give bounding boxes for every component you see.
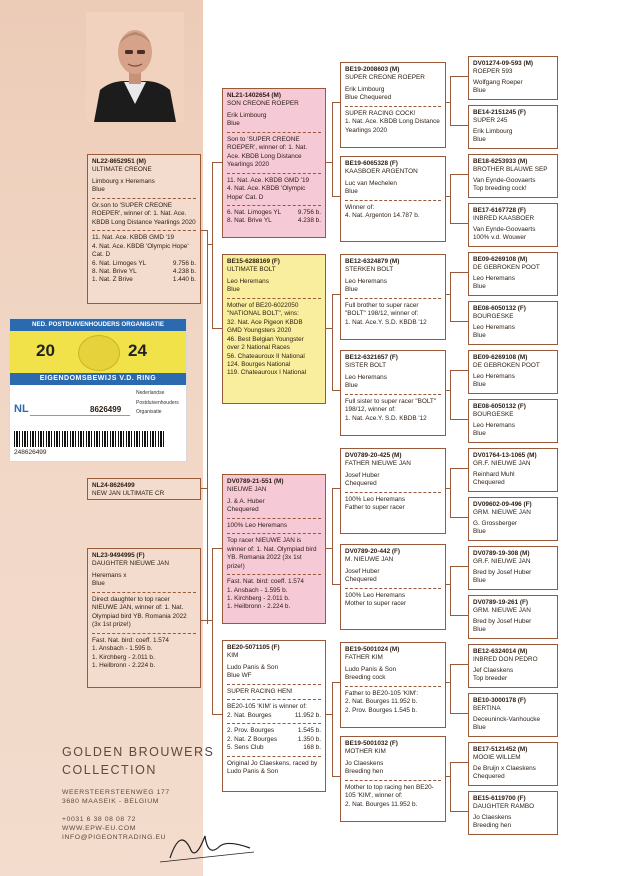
dam-line2: Blue <box>92 580 105 588</box>
gen3-box <box>340 736 446 822</box>
dam-note: Direct daughter to top racer NIEUWE JAN, winner of: 1. Nat. Olympiad bird YB. Romania 2022 (3x 1st prize!) <box>92 595 187 629</box>
gen4-id: DV01764-13-1065 (M) <box>473 452 537 459</box>
gen3-note: Full sister to super racer "BOLT" 198/12, winner of: <box>345 397 437 414</box>
connector <box>450 223 468 224</box>
gd1-l3: 46. Best Belgian Youngster <box>227 335 304 343</box>
gen4-line2: Blue <box>473 332 486 340</box>
connector <box>446 294 450 295</box>
dam-r1: 1. Ansbach - 1.595 b. <box>92 645 153 653</box>
connector <box>326 714 332 715</box>
gd1-l1: 32. Nat. Ace Pigeon KBDB <box>227 318 303 326</box>
gs2-res1: Fast. Nat. bird: coeff. 1.574 <box>227 578 304 586</box>
gd2-id: BE20-5071105 (F) <box>227 644 280 651</box>
gen4-box <box>468 546 558 590</box>
gen3-note: Winner of: <box>345 203 375 211</box>
gd2-r2a: 2. Nat. Z Bourges <box>227 735 278 743</box>
gen3-id: BE19-6065328 (F) <box>345 160 398 167</box>
ring-barcode-number: 248626499 <box>14 449 47 456</box>
connector <box>212 328 222 329</box>
gen4-line2: Blue <box>473 381 486 389</box>
gen4-name: BOURGESKE <box>473 313 514 321</box>
connector <box>450 76 468 77</box>
gen4-line1: Bred by Josef Huber <box>473 568 532 576</box>
ring-side-1: Nederlandse <box>136 390 165 396</box>
gs1-res2: 4. Nat. Ace. KBDB 'Olympic Hope' Cat. D <box>227 185 306 201</box>
gen4-line2: Blue <box>473 87 486 95</box>
gen4-box <box>468 791 558 835</box>
gs2-r2: 1. Kirchberg - 2.011 b. <box>227 594 290 602</box>
gen4-line1: Bred by Josef Huber <box>473 617 532 625</box>
gen3-box <box>340 544 446 630</box>
connector <box>207 230 208 624</box>
connector <box>332 584 340 585</box>
gs1-line2: Blue <box>227 120 240 128</box>
gen4-line2: Blue <box>473 283 486 291</box>
gen4-line2: Breeding hen <box>473 822 512 830</box>
gen3-id: DV0789-20-442 (F) <box>345 548 401 555</box>
gen4-id: BE12-6324014 (M) <box>473 648 528 655</box>
gen3-id: DV0789-20-425 (M) <box>345 452 402 459</box>
gs1-box <box>222 88 326 238</box>
gen3-line1: Josef Huber <box>345 567 380 575</box>
gen3-name: SISTER BOLT <box>345 362 387 370</box>
gs2-name: NIEUWE JAN <box>227 486 267 494</box>
gen4-id: BE18-6253933 (M) <box>473 158 528 165</box>
connector <box>212 714 222 715</box>
sire-line1: Limbourg x Heremans <box>92 177 155 185</box>
gd1-note: Mother of BE20-6022050 "NATIONAL BOLT", wins: <box>227 301 299 318</box>
gd1-l4: over 2 National Races <box>227 344 290 352</box>
gen3-line2: Blue <box>345 188 358 196</box>
gen3-r: Mother to super racer <box>345 600 407 608</box>
ring-ownership-card <box>9 318 187 462</box>
connector <box>446 584 450 585</box>
connector <box>332 196 340 197</box>
gs2-r3: 1. Heilbronn - 2.224 b. <box>227 603 291 611</box>
gen3-name: MOTHER KIM <box>345 748 386 756</box>
gen4-line2: Top breeder <box>473 675 508 683</box>
connector <box>450 566 451 615</box>
connector <box>212 162 222 163</box>
gen3-box <box>340 350 446 436</box>
connector <box>450 468 468 469</box>
connector <box>446 682 450 683</box>
gs1-r1b: 9.756 b. <box>297 208 321 216</box>
sire-r2b: 4.238 b. <box>172 267 196 275</box>
connector <box>446 196 450 197</box>
gs1-r1a: 6. Nat. Limoges YL <box>227 208 282 216</box>
gs1-line1: Erik Limbourg <box>227 111 267 119</box>
gen4-line1: Deceuninck-Vanhoucke <box>473 715 541 723</box>
gd1-l2: GMD Youngsters 2020 <box>227 327 292 335</box>
connector <box>450 174 451 223</box>
connector <box>450 419 468 420</box>
ring-year-left: 20 <box>36 341 55 360</box>
connector <box>207 620 212 621</box>
connector <box>332 488 340 489</box>
gen3-name: STERKEN BOLT <box>345 266 394 274</box>
gen3-note: SUPER RACING COCK! <box>345 109 416 117</box>
gen4-box <box>468 252 558 296</box>
connector <box>450 272 451 321</box>
gen4-id: BE17-6167728 (F) <box>473 207 526 214</box>
connector <box>326 328 332 329</box>
gen3-r: 1. Nat. Ace.Y. S.D. KBDB '12 <box>345 414 427 422</box>
gen4-name: INBRED KAASBOER <box>473 215 535 223</box>
sire-r1b: 9.756 b. <box>172 259 196 267</box>
brand-line1: GOLDEN BROUWERS <box>62 745 215 759</box>
gs2-line1: J. & A. Huber <box>227 497 265 505</box>
gen3-name: M. NIEUWE JAN <box>345 556 394 564</box>
gen3-r: 4. Nat. Argenton 14.787 b. <box>345 212 420 220</box>
gd1-l5: 56. Chateauroux II National <box>227 352 305 360</box>
connector <box>446 102 450 103</box>
gen4-name: ROEPER 593 <box>473 68 513 76</box>
gen4-line2: Blue <box>473 577 486 585</box>
gen4-box <box>468 301 558 345</box>
gen3-r: 1. Nat. Ace.Y. S.D. KBDB '12 <box>345 318 427 326</box>
signature-icon <box>150 818 260 868</box>
subject-id: NL24-8626499 <box>92 482 135 489</box>
gen3-line2: Breeding cock <box>345 674 386 682</box>
gen3-line1: Erik Limbourg <box>345 85 385 93</box>
gen4-line1: Jo Claeskens <box>473 813 512 821</box>
ring-country: NL <box>14 403 29 415</box>
gen4-name: BOURGESKE <box>473 411 514 419</box>
address-city: 3680 MAASEIK - BELGIUM <box>62 798 160 806</box>
gen4-box <box>468 203 558 247</box>
ring-number: 8626499 <box>90 405 122 414</box>
sire-name: ULTIMATE CREONE <box>92 166 152 174</box>
gen3-name: KAASBOER ARGENTON <box>345 168 418 176</box>
gen3-note: Mother to top racing hen BE20-105 'KIM', winner of: <box>345 783 434 800</box>
sire-line2: Blue <box>92 186 105 194</box>
connector <box>332 294 340 295</box>
gen3-note: Father to BE20-105 'KIM': <box>345 689 419 697</box>
connector <box>212 548 222 549</box>
connector <box>450 566 468 567</box>
gen3-line1: Jo Claeskens <box>345 759 384 767</box>
gen3-line1: Leo Heremans <box>345 373 387 381</box>
gen3-name: FATHER KIM <box>345 654 383 662</box>
gd1-id: BE15-6288169 (F) <box>227 258 280 265</box>
gen4-name: INBRED DON PEDRO <box>473 656 538 664</box>
gen3-r: Father to super racer <box>345 504 405 512</box>
gen3-line2: Chequered <box>345 480 377 488</box>
gen4-box <box>468 105 558 149</box>
connector <box>446 776 450 777</box>
gen4-line2: Chequered <box>473 479 505 487</box>
ring-title: EIGENDOMSBEWIJS V.D. RING <box>10 373 186 385</box>
connector <box>450 272 468 273</box>
gen4-name: BERTINA <box>473 705 501 713</box>
connector <box>450 664 468 665</box>
gd2-r2b: 1.350 b. <box>297 735 321 743</box>
gs1-id: NL21-1402654 (M) <box>227 92 281 99</box>
gen4-name: DE GEBROKEN POOT <box>473 362 540 370</box>
connector <box>450 664 451 713</box>
gen4-box <box>468 350 558 394</box>
connector <box>450 615 468 616</box>
gen4-line1: Wolfgang Roeper <box>473 78 523 86</box>
gd2-line1: Ludo Panis & Son <box>227 663 279 671</box>
gs1-r2a: 8. Nat. Brive YL <box>227 217 272 225</box>
gd2-box <box>222 640 326 792</box>
contact-email[interactable]: INFO@PIGEONTRADING.EU <box>62 834 167 842</box>
gd1-l6: 124. Bourges National <box>227 360 291 368</box>
dam-res1: Fast. Nat. bird: coeff. 1.574 <box>92 636 169 644</box>
gen4-line1: Leo Heremans <box>473 372 515 380</box>
gen4-box <box>468 644 558 688</box>
gen4-id: BE15-6119700 (F) <box>473 795 526 802</box>
gd1-line2: Blue <box>227 286 240 294</box>
connector <box>450 76 451 125</box>
gen4-name: GRM. NIEUWE JAN <box>473 607 531 615</box>
sire-r2a: 8. Nat. Brive YL <box>92 267 137 275</box>
gd2-r3b: 168 b. <box>303 744 321 752</box>
gd2-line2: Blue WF <box>227 672 252 680</box>
gen4-line1: Leo Heremans <box>473 323 515 331</box>
gen3-box <box>340 448 446 534</box>
connector <box>450 174 468 175</box>
gen4-name: DE GEBROKEN POOT <box>473 264 540 272</box>
gen3-line1: Josef Huber <box>345 471 380 479</box>
brand <box>62 744 214 779</box>
gen3-r: 2. Nat. Bourges 11.952 b. <box>345 800 418 808</box>
gen3-line2: Breeding hen <box>345 768 384 776</box>
gen4-line2: Top breeding cock! <box>473 185 527 193</box>
gen4-name: SUPER 245 <box>473 117 508 125</box>
gen4-id: BE09-6269108 (M) <box>473 354 528 361</box>
sire-res1: 11. Nat. Ace. KBDB GMD '19 <box>92 234 175 242</box>
gen4-line2: Blue <box>473 136 486 144</box>
gen4-box <box>468 56 558 100</box>
gen4-id: BE08-6050132 (F) <box>473 403 526 410</box>
gs1-note: Son to 'SUPER CREONE ROEPER', winner of: 1. Nat. Ace. KBDB Long Distance Yearlings 2020 <box>227 135 308 169</box>
sire-id: NL22-8652951 (M) <box>92 158 146 165</box>
gs2-note1: 100% Leo Heremans <box>227 521 288 529</box>
gen4-id: BE08-6050132 (F) <box>473 305 526 312</box>
connector <box>446 390 450 391</box>
gen3-r2: 2. Prov. Bourges 1.545 b. <box>345 706 417 714</box>
gen4-id: DV0789-19-261 (F) <box>473 599 529 606</box>
gen4-id: BE14-2151245 (F) <box>473 109 526 116</box>
sire-r3a: 1. Nat. Z Brive <box>92 276 133 284</box>
gd2-r0a: 2. Nat. Bourges <box>227 711 272 719</box>
gen3-r: 2. Nat. Bourges 11.952 b. <box>345 698 418 706</box>
connector <box>212 162 213 328</box>
gd1-l7: 119. Chateauroux I National <box>227 369 307 377</box>
gen3-id: BE19-5001024 (M) <box>345 646 400 653</box>
gen3-line2: Blue Chequered <box>345 94 392 102</box>
gen4-id: DV01274-09-593 (M) <box>473 60 534 67</box>
connector <box>332 488 333 584</box>
gd2-note1: SUPER RACING HEN! <box>227 687 293 695</box>
brand-line2: COLLECTION <box>62 762 157 777</box>
ring-side-3: Organisatie <box>136 409 162 415</box>
gd2-r1b: 1.545 b. <box>297 727 321 735</box>
gen3-line2: Blue <box>345 286 358 294</box>
gd1-box <box>222 254 326 404</box>
gen4-name: GRM. NIEUWE JAN <box>473 509 531 517</box>
gen4-line1: Van Eynde-Goovaerts <box>473 176 536 184</box>
gd1-name: ULTIMATE BOLT <box>227 266 276 274</box>
gs1-res1: 11. Nat. Ace. KBDB GMD '19 <box>227 176 310 184</box>
subject-name: NEW JAN ULTIMATE CR <box>92 490 165 498</box>
gen4-line1: Leo Heremans <box>473 421 515 429</box>
gen3-box <box>340 156 446 242</box>
connector <box>332 776 340 777</box>
gen3-box <box>340 642 446 728</box>
gen4-id: DV09602-09-496 (F) <box>473 501 532 508</box>
gen3-name: SUPER CREONE ROEPER <box>345 74 425 82</box>
dam-name: DAUGHTER NIEUWE JAN <box>92 560 170 568</box>
gs1-r2b: 4.238 b. <box>297 217 321 225</box>
connector <box>332 682 333 776</box>
gen4-id: DV0789-19-308 (M) <box>473 550 530 557</box>
connector <box>450 811 468 812</box>
gen3-note: 100% Leo Heremans <box>345 495 406 503</box>
gen3-line1: Leo Heremans <box>345 277 387 285</box>
gd2-name: KIM <box>227 652 239 660</box>
connector <box>332 102 340 103</box>
gen4-line2: Blue <box>473 626 486 634</box>
gen4-box <box>468 693 558 737</box>
dam-id: NL23-9494995 (F) <box>92 552 145 559</box>
gen4-box <box>468 497 558 541</box>
gs2-line2: Chequered <box>227 506 259 514</box>
sire-box <box>87 154 201 304</box>
gen4-box <box>468 595 558 639</box>
ring-barcode <box>14 431 164 447</box>
gen4-line1: G. Grossberger <box>473 519 518 527</box>
gd2-orig: Original Jo Claeskens, raced by Ludo Panis & Son <box>227 759 318 775</box>
gen4-id: BE09-6269108 (M) <box>473 256 528 263</box>
gen3-id: BE19-5001032 (F) <box>345 740 398 747</box>
gd1-line1: Leo Heremans <box>227 277 269 285</box>
gen4-line2: Blue <box>473 724 486 732</box>
gen3-id: BE19-2008603 (M) <box>345 66 400 73</box>
gen4-name: MOOIE WILLEM <box>473 754 521 762</box>
connector <box>450 370 468 371</box>
gen4-line2: Blue <box>473 430 486 438</box>
ring-year-right: 24 <box>128 341 147 360</box>
sire-r3b: 1.440 b. <box>172 276 196 284</box>
gen4-line2: Blue <box>473 528 486 536</box>
gen3-name: FATHER NIEUWE JAN <box>345 460 411 468</box>
sire-res2: 4. Nat. Ace. KBDB 'Olympic Hope' Cat. D <box>92 242 189 259</box>
gd2-r3a: 5. Sens Club <box>227 744 264 752</box>
gs2-note: Top racer NIEUWE JAN is winner of: 1. Nat. Olympiad bird YB. Romania 2022 (3x 1st prize!) <box>227 537 317 570</box>
connector <box>450 762 468 763</box>
gen4-name: GR.F. NIEUWE JAN <box>473 558 531 566</box>
connector <box>450 370 451 419</box>
gen4-box <box>468 399 558 443</box>
gen4-line1: Leo Heremans <box>473 274 515 282</box>
connector <box>450 321 468 322</box>
gen3-note: Full brother to super racer "BOLT" 198/12, winner of: <box>345 301 419 318</box>
connector <box>332 294 333 390</box>
gen4-id: BE10-3000178 (F) <box>473 697 526 704</box>
dam-r3: 1. Heilbronn - 2.224 b. <box>92 661 156 669</box>
sire-note: Gr.son to 'SUPER CREONE ROEPER', winner of: 1. Nat. Ace. KBDB Long Distance Yearlings 2020 <box>92 201 196 226</box>
gs2-id: DV0789-21-551 (M) <box>227 478 284 485</box>
address <box>62 788 170 806</box>
gen3-note: 100% Leo Heremans <box>345 591 406 599</box>
connector <box>201 230 207 231</box>
gen4-line2: Chequered <box>473 773 505 781</box>
gen3-r: 1. Nat. Ace. KBDB Long Distance Yearlings 2020 <box>345 118 440 134</box>
connector <box>212 548 213 714</box>
connector <box>446 488 450 489</box>
gen3-box <box>340 62 446 148</box>
gs2-r1: 1. Ansbach - 1.595 b. <box>227 586 288 594</box>
gen3-id: BE12-6324879 (M) <box>345 258 400 265</box>
gen3-line2: Blue <box>345 382 358 390</box>
connector <box>326 162 332 163</box>
dam-line1: Heremans x <box>92 571 127 579</box>
connector <box>326 548 332 549</box>
ring-emblem-icon <box>78 335 120 371</box>
ring-side-2: Postduivenhouders <box>136 399 179 406</box>
gen4-name: GR.F. NIEUWE JAN <box>473 460 531 468</box>
dam-box <box>87 548 201 688</box>
gen3-id: BE12-6321657 (F) <box>345 354 398 361</box>
gd2-r1a: 2. Prov. Bourges <box>227 727 275 735</box>
gen4-box <box>468 154 558 198</box>
connector <box>332 682 340 683</box>
connector <box>207 244 212 245</box>
connector <box>450 468 451 517</box>
gs1-name: SON CREONE ROEPER <box>227 100 299 108</box>
connector <box>450 125 468 126</box>
gen3-line1: Luc van Mechelen <box>345 179 397 187</box>
gen4-line1: Jef Claeskens <box>473 666 514 674</box>
gen4-line1: Erik Limbourg <box>473 127 513 135</box>
gen4-box <box>468 742 558 786</box>
ring-org: NED. POSTDUIVENHOUDERS ORGANISATIE <box>10 319 186 331</box>
dam-r2: 1. Kirchberg - 2.011 b. <box>92 653 155 661</box>
gen4-line1: De Bruijn x Claeskens <box>473 764 536 772</box>
breeder-photo <box>86 12 184 122</box>
gen4-name: DAUGHTER RAMBO <box>473 803 535 811</box>
gen4-id: BE17-5121452 (M) <box>473 746 528 753</box>
gen4-line2: 100% v.d. Wouwer <box>473 234 527 242</box>
gen4-box <box>468 448 558 492</box>
address-street: WEERSTEERSTEENWEG 177 <box>62 789 170 796</box>
connector <box>450 713 468 714</box>
connector <box>332 102 333 196</box>
gen4-line1: Van Eynde-Goovaerts <box>473 225 536 233</box>
connector <box>332 390 340 391</box>
connector <box>450 517 468 518</box>
gs2-box <box>222 474 326 624</box>
gen4-line1: Reinhard Muhl <box>473 470 515 478</box>
subject-box <box>87 478 201 500</box>
gd2-r0b: 11.952 b. <box>294 711 321 719</box>
sire-r1a: 6. Nat. Limoges YL <box>92 259 147 267</box>
gd2-note: BE20-105 'KIM' is winner of: <box>227 703 307 711</box>
gen3-line2: Chequered <box>345 576 377 584</box>
gen3-line1: Ludo Panis & Son <box>345 665 397 673</box>
contact-phone: +0031 6 38 08 08 72 <box>62 816 136 823</box>
gen3-box <box>340 254 446 340</box>
gen4-name: BROTHER BLAUWE SEP <box>473 166 548 174</box>
contact-web[interactable]: WWW.EPW-EU.COM <box>62 825 136 833</box>
connector <box>450 762 451 811</box>
